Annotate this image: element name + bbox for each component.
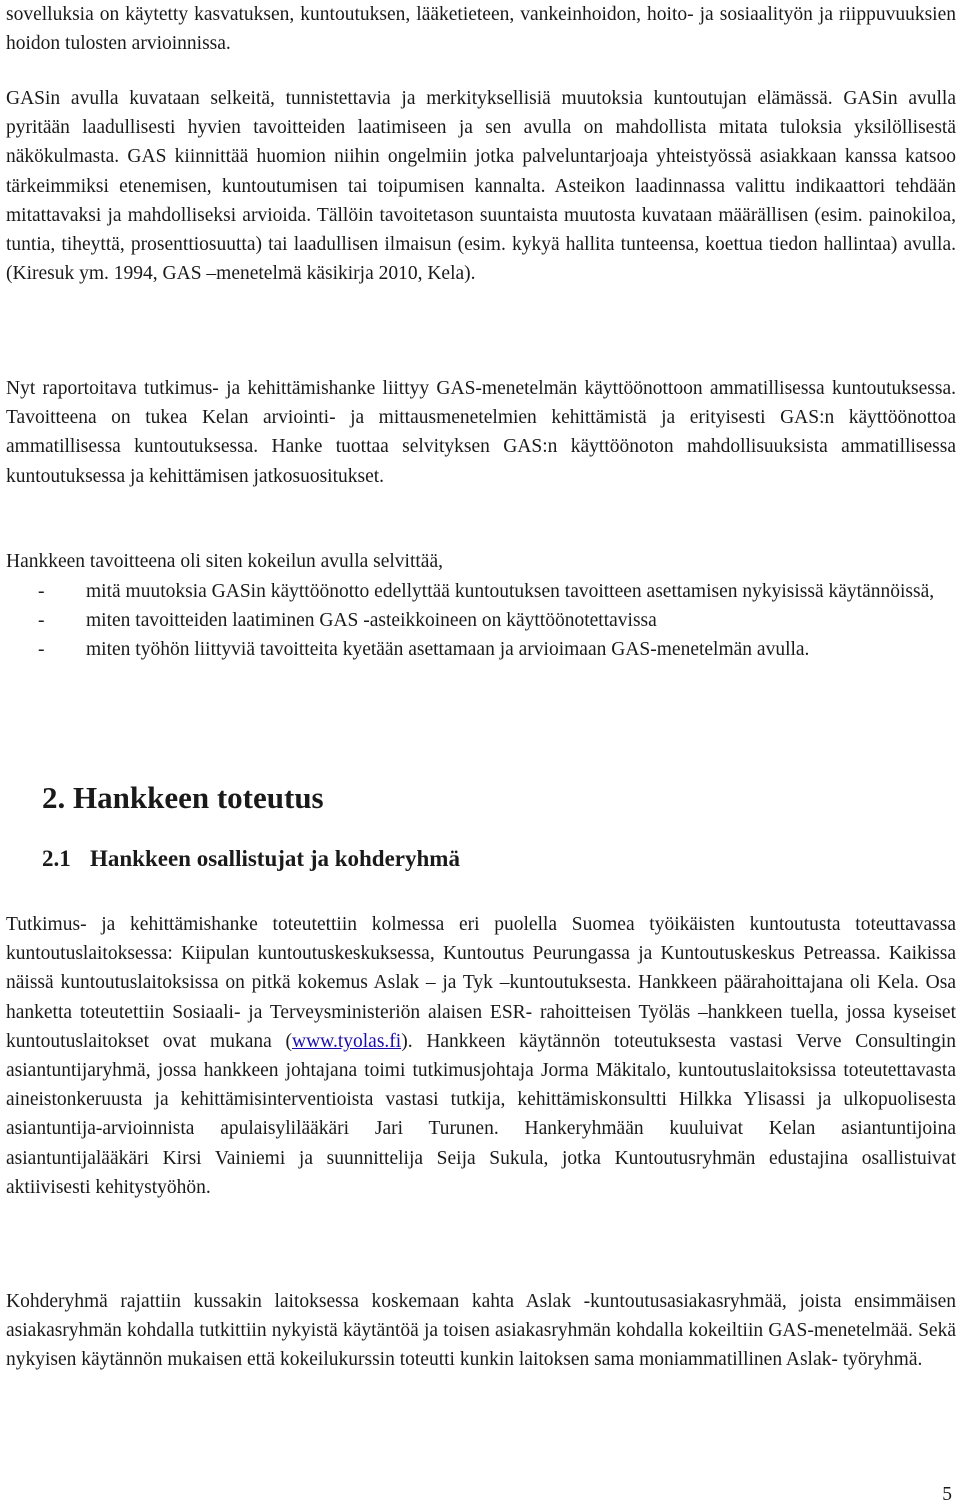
paragraph-implementation [6,910,956,1202]
list-item-text: miten työhön liittyviä tavoitteita kyetään asettamaan ja arvioimaan GAS-menetelmän avulla. [86,639,810,661]
list-item [6,577,956,606]
list-dash: - [38,581,45,602]
paragraph-text: Tutkimus- ja kehittämishanke toteutettiin kolmessa eri puolella Suomea työikäisten kuntoutusta toteuttavassa kuntoutuslaitoksessa: Kiipulan kuntoutuskeskuksessa, Kuntoutus Peurungassa ja Kuntoutuskeskus Petreassa. Kaikissa näissä kuntoutuslaitoksissa on pitkä kokemus Aslak – ja Tyk –kuntoutuksesta. Hankkeen päärahoittajana oli Kela. Osa hanketta toteutettiin Sosiaali- ja Terveysministeriön alaisen ESR- rahoitteisen Työläs –hankkeen tuella, jossa kyseiset kuntoutuslaitokset ovat mukana ( [6,914,956,1052]
subsection-heading [42,843,460,875]
list-item-text: miten tavoitteiden laatiminen GAS -asteikkoineen on käyttöönotettavissa [86,610,657,632]
subsection-title: Hankkeen osallistujat ja kohderyhmä [90,846,460,871]
paragraph-project-description: Nyt raportoitava tutkimus- ja kehittämishanke liittyy GAS-menetelmän käyttöönottoon ammatillisessa kuntoutuksessa. Tavoitteena on tukea Kelan arviointi- ja mittausmenetelmien kehittämistä ja erityisesti GAS:n käyttöönottoa ammatillisessa kuntoutuksessa. Hanke tuottaa selvityksen GAS:n käyttöönoton mahdollisuuksista ammatillisessa kuntoutuksessa ja kehittämisen jatkosuositukset. [6,378,956,487]
list-dash: - [38,610,45,632]
page-number: 5 [942,1484,952,1505]
goal-list [6,577,956,665]
subsection-number: 2.1 [42,846,71,871]
list-item [6,635,956,664]
list-item-text: mitä muutoksia GASin käyttöönotto edellyttää kuntoutuksen tavoitteen asettamisen nykyisissä käytännöissä, [86,581,935,602]
paragraph-text: ). Hankkeen käytännön toteutuksesta vastasi Verve Consultingin asiantuntijaryhmä, jossa hankkeen johtajana toimi tutkimusjohtaja Jorma Mäkitalo, kuntoutuslaitoksissa toteutettavasta aineistonkeruusta ja kehittämisinterventioista vastasi tutkija, kehittämiskonsultti Hilkka Ylisassi ja ulkopuolisesta asiantuntija-arvioinnista apulaisylilääkäri Jari Turunen. Hankeryhmään kuuluivat Kelan asiantuntijoina asiantuntijalääkäri Kirsi Vainiemi ja suunnittelija Seija Sukula, jotka Kuntoutusryhmän edustajina osallistuivat aktiivisesti kehitystyöhön. [6,1030,957,1198]
section-heading: 2. Hankkeen toteutus [42,780,324,815]
tyolas-link[interactable]: www.tyolas.fi [291,1030,402,1052]
list-item [6,606,956,635]
paragraph-project-goal-intro: Hankkeen tavoitteena oli siten kokeilun avulla selvittää, [6,551,443,572]
list-dash: - [38,639,45,661]
paragraph-gas-description: GASin avulla kuvataan selkeitä, tunnistettavia ja merkityksellisiä muutoksia kuntoutujan elämässä. GASin avulla pyritään laadullisesti hyvien tavoitteiden laatimiseen ja sen avulla on mahdollista mitata tuloksia yksilöllisestä näkökulmasta. GAS kiinnittää huomion niihin ongelmiin jotka palveluntarjoaja yhteistyössä asiakkaan kanssa katsoo tärkeimmiksi etenemisen, kuntoutumisen tai toipumisen kannalta. Asteikon laadinnassa valittu indikaattori tehdään mitattavaksi ja mahdolliseksi arvioida. Tällöin tavoitetason suuntaista muutosta kuvataan määrällisen (esim. painokiloa, tuntia, tiheyttä, prosenttiosuutta) tai laadullisen ilmaisun (esim. kykyä hallita tunteensa, koettua tiedon hallintaa) avulla. (Kiresuk ym. 1994, GAS –menetelmä käsikirja 2010, Kela). [6,88,956,285]
paragraph-target-group: Kohderyhmä rajattiin kussakin laitoksessa koskemaan kahta Aslak -kuntoutusasiakasryhmää, joista ensimmäisen asiakasryhmän kohdalla tutkittiin nykyistä käytäntöä ja toisen asiakasryhmän kohdalla kokeiltiin GAS-menetelmää. Sekä nykyisen käytännön mukaisen että kokeilukurssin toteutti kunkin laitoksen sama moniammatillinen Aslak- työryhmä. [6,1291,956,1371]
paragraph-intro-continuation: sovelluksia on käytetty kasvatuksen, kuntoutuksen, lääketieteen, vankeinhoidon, hoito- ja sosiaalityön ja riippuvuuksien hoidon tulosten arvioinnissa. [6,4,956,55]
